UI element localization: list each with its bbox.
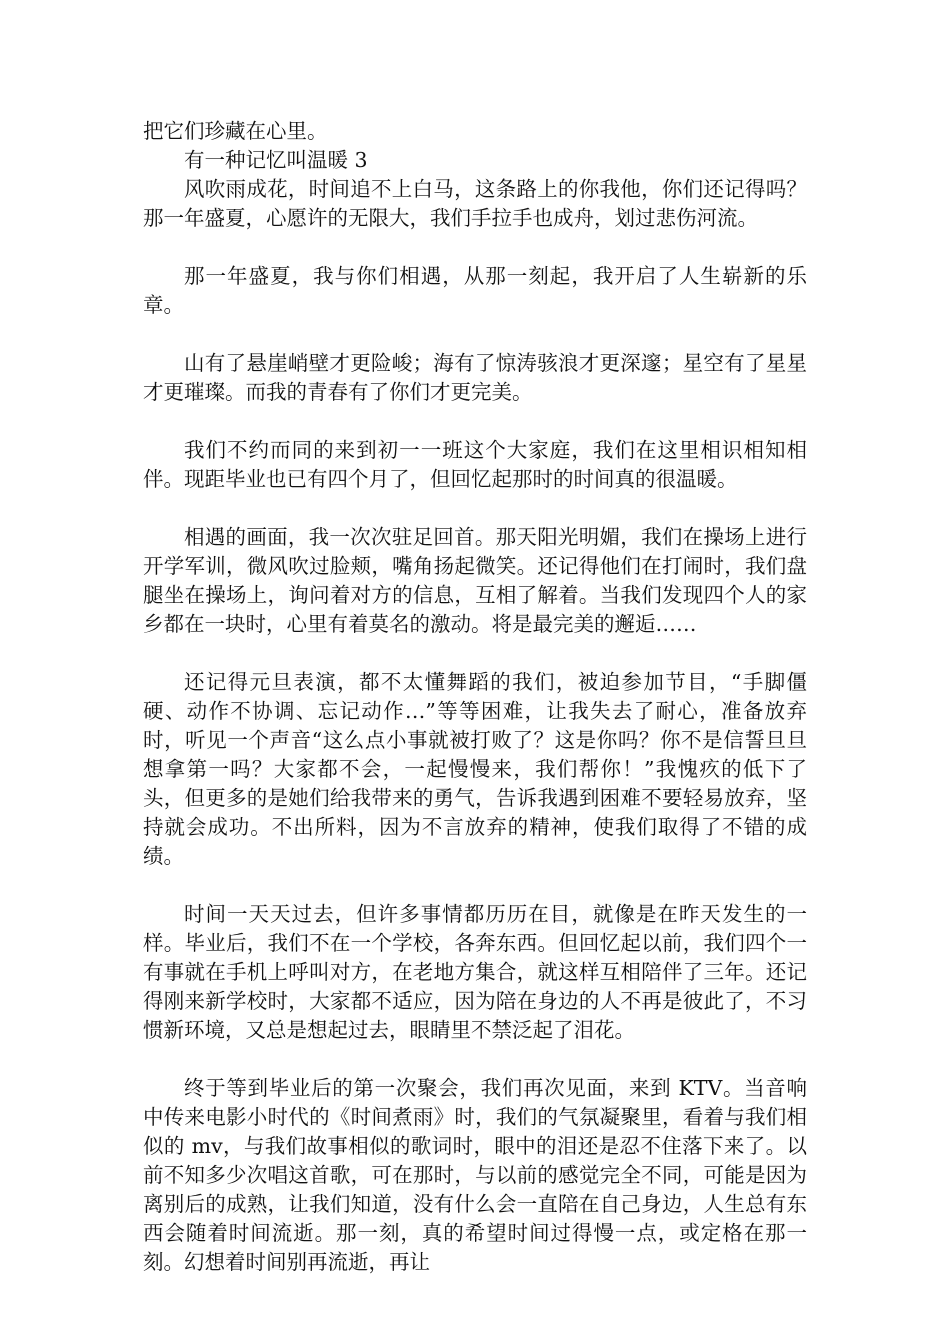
paragraph-3: 山有了悬崖峭壁才更险峻；海有了惊涛骇浪才更深邃；星空有了星星才更璀璨。而我的青春有了你们才更完美。 xyxy=(143,351,807,404)
essay-heading: 有一种记忆叫温暖 3 xyxy=(184,148,368,172)
lead-line: 把它们珍藏在心里。 xyxy=(143,119,328,143)
paragraph-1: 风吹雨成花，时间追不上白马，这条路上的你我他，你们还记得吗？那一年盛夏，心愿许的无限大，我们手拉手也成舟，划过悲伤河流。 xyxy=(143,177,807,230)
paragraph-2: 那一年盛夏，我与你们相遇，从那一刻起，我开启了人生崭新的乐章。 xyxy=(143,264,807,317)
paragraph-4: 我们不约而同的来到初一一班这个大家庭，我们在这里相识相知相伴。现距毕业也已有四个月了，但回忆起那时的时间真的很温暖。 xyxy=(143,438,807,491)
paragraph-7: 时间一天天过去，但许多事情都历历在目，就像是在昨天发生的一样。毕业后，我们不在一个学校，各奔东西。但回忆起以前，我们四个一有事就在手机上呼叫对方，在老地方集合，就这样互相陪伴了三年。还记得刚来新学校时，大家都不适应，因为陪在身边的人不再是彼此了，不习惯新环境，又总是想起过去，眼睛里不禁泛起了泪花。 xyxy=(143,902,807,1042)
paragraph-5: 相遇的画面，我一次次驻足回首。那天阳光明媚，我们在操场上进行开学军训，微风吹过脸颊，嘴角扬起微笑。还记得他们在打闹时，我们盘腿坐在操场上，询问着对方的信息，互相了解着。当我们发现四个人的家乡都在一块时，心里有着莫名的激动。将是最完美的邂逅…… xyxy=(143,525,807,636)
paragraph-8: 终于等到毕业后的第一次聚会，我们再次见面，来到 KTV。当音响中传来电影小时代的《时间煮雨》时，我们的气氛凝聚里，看着与我们相似的 mv，与我们故事相似的歌词时，眼中的泪还是忍不住落下来了。以前不知多少次唱这首歌，可在那时，与以前的感觉完全不同，可能是因为离别后的成熟，让我们知道，没有什么会一直陪在自己身边，人生总有东西会随着时间流逝。那一刻，真的希望时间过得慢一点，或定格在那一刻。幻想着时间别再流逝，再让 xyxy=(143,1076,807,1274)
paragraph-6: 还记得元旦表演，都不太懂舞蹈的我们，被迫参加节目，“手脚僵硬、动作不协调、忘记动作…”等等困难，让我失去了耐心，准备放弃时，听见一个声音“这么点小事就被打败了？这是你吗？你不是信誓旦旦想拿第一吗？大家都不会，一起慢慢来，我们帮你！”我愧疚的低下了头，但更多的是她们给我带来的勇气，告诉我遇到困难不要轻易放弃，坚持就会成功。不出所料，因为不言放弃的精神，使我们取得了不错的成绩。 xyxy=(143,670,807,868)
document-body xyxy=(143,117,807,1277)
